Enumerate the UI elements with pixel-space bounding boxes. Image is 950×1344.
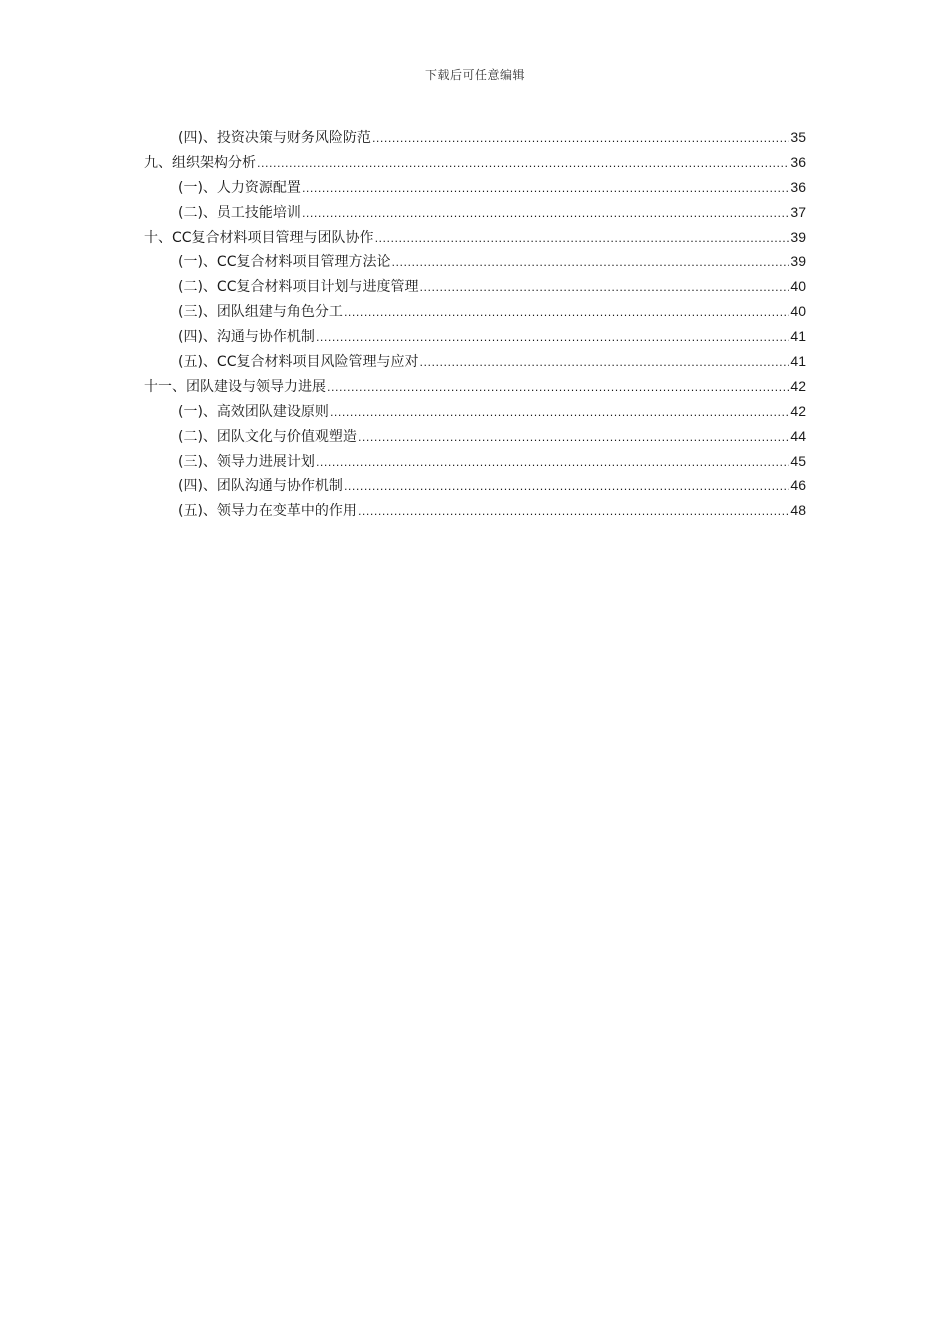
toc-entry-title: (二)、CC复合材料项目计划与进度管理: [178, 279, 419, 296]
toc-entry[interactable]: [144, 227, 806, 252]
toc-entry-page: 39: [790, 253, 806, 270]
toc-entry-page: 37: [790, 203, 806, 220]
toc-entry-page: 40: [790, 278, 806, 295]
toc-entry[interactable]: [144, 401, 806, 426]
toc-dot-leader: [327, 378, 789, 398]
toc-dot-leader: [358, 502, 789, 522]
toc-entry-title: 十、CC复合材料项目管理与团队协作: [144, 229, 374, 246]
toc-entry[interactable]: [144, 451, 806, 476]
toc-entry[interactable]: [144, 326, 806, 351]
toc-entry[interactable]: [144, 177, 806, 202]
toc-entry[interactable]: [144, 351, 806, 376]
toc-dot-leader: [344, 477, 789, 497]
toc-entry-page: 46: [790, 477, 806, 494]
toc-entry[interactable]: [144, 500, 806, 525]
toc-entry[interactable]: [144, 426, 806, 451]
toc-entry-title: (四)、沟通与协作机制: [178, 329, 315, 346]
toc-entry-page: 45: [790, 452, 806, 469]
toc-entry-title: (五)、CC复合材料项目风险管理与应对: [178, 354, 419, 371]
toc-entry-title: (一)、CC复合材料项目管理方法论: [178, 254, 391, 271]
toc-entry-page: 41: [790, 328, 806, 345]
toc-dot-leader: [257, 154, 789, 174]
toc-dot-leader: [419, 353, 789, 373]
toc-entry-page: 35: [790, 129, 806, 145]
toc-entry-title: (二)、团队文化与价值观塑造: [178, 428, 357, 445]
toc-dot-leader: [302, 179, 789, 199]
toc-entry-page: 41: [790, 353, 806, 370]
table-of-contents: [144, 127, 806, 525]
toc-dot-leader: [419, 278, 789, 298]
toc-entry-title: 十一、团队建设与领导力进展: [144, 378, 326, 395]
toc-dot-leader: [344, 303, 789, 323]
toc-dot-leader: [391, 253, 789, 273]
toc-entry[interactable]: [144, 276, 806, 301]
toc-dot-leader: [302, 204, 789, 224]
toc-entry-title: (四)、团队沟通与协作机制: [178, 478, 343, 495]
toc-dot-leader: [372, 129, 789, 149]
toc-entry-title: (三)、领导力进展计划: [178, 453, 315, 470]
toc-dot-leader: [358, 428, 789, 448]
toc-entry[interactable]: [144, 127, 806, 152]
toc-entry-page: 36: [790, 178, 806, 195]
toc-entry[interactable]: [144, 202, 806, 227]
toc-dot-leader: [316, 328, 789, 348]
toc-entry-page: 42: [790, 402, 806, 419]
toc-entry-title: (三)、团队组建与角色分工: [178, 304, 343, 321]
toc-dot-leader: [316, 453, 789, 473]
toc-entry[interactable]: [144, 251, 806, 276]
toc-entry[interactable]: [144, 301, 806, 326]
toc-entry-page: 40: [790, 303, 806, 320]
toc-entry-page: 48: [790, 502, 806, 519]
toc-entry-page: 42: [790, 377, 806, 394]
toc-dot-leader: [375, 229, 790, 249]
toc-entry-title: (一)、人力资源配置: [178, 179, 301, 196]
toc-dot-leader: [330, 403, 789, 423]
toc-entry[interactable]: [144, 376, 806, 401]
toc-entry-title: (一)、高效团队建设原则: [178, 403, 329, 420]
page-header: 下载后可任意编辑: [424, 68, 525, 82]
toc-entry-page: 36: [790, 153, 806, 170]
toc-entry[interactable]: [144, 475, 806, 500]
toc-entry-page: 44: [790, 427, 806, 444]
toc-entry-title: 九、组织架构分析: [144, 154, 256, 171]
toc-entry-title: (二)、员工技能培训: [178, 204, 301, 221]
toc-entry-page: 39: [790, 228, 806, 245]
toc-entry-title: (五)、领导力在变革中的作用: [178, 503, 357, 520]
toc-entry-title: (四)、投资决策与财务风险防范: [178, 130, 371, 146]
toc-entry[interactable]: [144, 152, 806, 177]
